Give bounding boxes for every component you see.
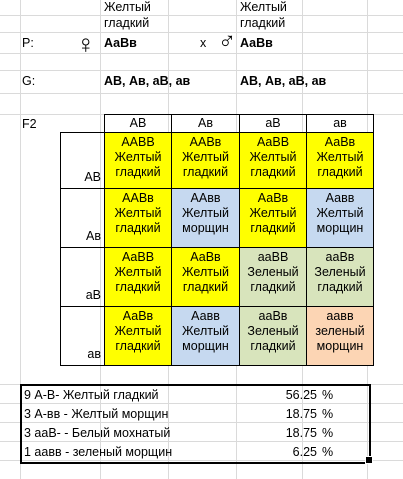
female-symbol-icon: ♀ xyxy=(76,29,96,59)
col-header[interactable]: аВ xyxy=(240,115,307,133)
female-phenotype-line1[interactable]: Желтый xyxy=(104,0,151,14)
cell-color: Желтый xyxy=(182,265,229,279)
cell-shape: гладкий xyxy=(250,339,296,353)
cell-genotype: АаВВ xyxy=(121,250,155,264)
punnett-cell[interactable] xyxy=(105,133,172,189)
male-phenotype-line2[interactable]: гладкий xyxy=(240,16,286,30)
punnett-corner xyxy=(61,115,105,133)
punnett-cell[interactable] xyxy=(307,133,374,189)
cell-shape: гладкий xyxy=(115,280,161,294)
ratio-unit: % xyxy=(322,426,334,440)
f2-label[interactable]: F2 xyxy=(22,117,37,131)
cell-genotype: АаВв xyxy=(190,250,221,264)
cell-shape: гладкий xyxy=(115,221,161,235)
cell-genotype: ааВв xyxy=(258,309,288,323)
row-header[interactable]: ав xyxy=(61,307,105,366)
cell-shape: гладкий xyxy=(182,165,229,179)
cell-color: Зеленый xyxy=(247,265,299,279)
female-phenotype-line2[interactable]: гладкий xyxy=(104,16,150,30)
cell-genotype: АаВв xyxy=(122,309,154,323)
ratio-label: 3 А-вв - Желтый морщин xyxy=(24,407,169,421)
cell-genotype: аавв xyxy=(326,309,354,323)
male-genotype[interactable]: АаВв xyxy=(240,36,273,50)
cell-shape: морщин xyxy=(182,221,229,235)
punnett-cell[interactable] xyxy=(307,189,374,248)
punnett-cell[interactable] xyxy=(105,248,172,307)
ratio-label: 1 аавв - зеленый морщин xyxy=(24,445,173,459)
row-header[interactable]: аВ xyxy=(61,248,105,307)
punnett-cell[interactable] xyxy=(240,307,307,366)
cell-color: Зеленый xyxy=(247,324,299,338)
male-symbol-icon: ♂ xyxy=(218,28,236,55)
punnett-cell[interactable] xyxy=(105,307,172,366)
cell-color: зеленый xyxy=(315,324,365,338)
punnett-cell[interactable] xyxy=(307,248,374,307)
cell-shape: гладкий xyxy=(115,339,161,353)
punnett-cell[interactable] xyxy=(172,133,240,189)
ratio-percent-value: 6.25 xyxy=(292,445,317,459)
ratio-percent-value: 18.75 xyxy=(285,407,317,421)
cell-genotype: АаВв xyxy=(324,135,356,149)
ratio-unit: % xyxy=(322,407,334,421)
cell-color: Желтый xyxy=(182,206,229,220)
male-phenotype-line1[interactable]: Желтый xyxy=(240,0,287,14)
punnett-cell[interactable] xyxy=(172,248,240,307)
ratio-summary xyxy=(20,384,371,464)
row-header[interactable]: АВ xyxy=(61,133,105,189)
punnett-square xyxy=(60,114,374,366)
cell-genotype: ААВв xyxy=(189,135,222,149)
cell-shape: морщин xyxy=(316,221,364,235)
cell-genotype: ааВв xyxy=(325,250,355,264)
punnett-cell[interactable] xyxy=(172,307,240,366)
cell-color: Желтый xyxy=(182,150,229,164)
ratio-label: 9 А-В- Желтый гладкий xyxy=(24,388,159,402)
cell-color: Желтый xyxy=(114,324,162,338)
ratio-unit: % xyxy=(322,388,334,402)
cross-sign[interactable]: х xyxy=(200,36,207,50)
ratio-percent-value: 18.75 xyxy=(285,426,317,440)
cell-genotype: ААвв xyxy=(190,191,221,205)
cell-shape: гладкий xyxy=(317,165,363,179)
cell-genotype: Аавв xyxy=(325,191,355,205)
cell-color: Желтый xyxy=(249,206,297,220)
ratio-row[interactable] xyxy=(22,443,369,462)
cell-genotype: ААВВ xyxy=(121,135,155,149)
g-label[interactable]: G: xyxy=(22,74,36,88)
col-header[interactable]: ав xyxy=(307,115,374,133)
female-gametes[interactable]: АВ, Ав, аВ, ав xyxy=(104,74,191,88)
cell-shape: морщин xyxy=(316,339,364,353)
ratio-label: 3 ааВ- - Белый мохнатый xyxy=(24,426,171,440)
cell-color: Желтый xyxy=(114,265,162,279)
cell-genotype: ААВв xyxy=(122,191,154,205)
male-gametes[interactable]: АВ, Ав, аВ, ав xyxy=(240,74,327,88)
punnett-cell[interactable] xyxy=(240,133,307,189)
cell-color: Зеленый xyxy=(314,265,366,279)
ratio-row[interactable] xyxy=(22,386,369,405)
punnett-cell[interactable] xyxy=(240,189,307,248)
cell-color: Желтый xyxy=(249,150,297,164)
female-genotype[interactable]: АаВв xyxy=(104,36,137,50)
col-header[interactable]: Ав xyxy=(172,115,240,133)
cell-color: Желтый xyxy=(316,206,364,220)
ratio-row[interactable] xyxy=(22,405,369,424)
ratio-row[interactable] xyxy=(22,424,369,443)
cell-shape: гладкий xyxy=(317,280,363,294)
punnett-cell[interactable] xyxy=(240,248,307,307)
cell-color: Желтый xyxy=(114,206,162,220)
cell-genotype: АаВв xyxy=(257,191,289,205)
ratio-unit: % xyxy=(322,445,334,459)
p-label[interactable]: P: xyxy=(22,36,34,50)
punnett-cell[interactable] xyxy=(172,189,240,248)
punnett-cell[interactable] xyxy=(105,189,172,248)
ratio-percent-value: 56.25 xyxy=(285,388,317,402)
cell-genotype: Аавв xyxy=(191,309,220,323)
cell-shape: гладкий xyxy=(250,221,296,235)
cell-genotype: ааВВ xyxy=(257,250,289,264)
cell-shape: морщин xyxy=(182,339,229,353)
row-header[interactable]: Ав xyxy=(61,189,105,248)
col-header[interactable]: АВ xyxy=(105,115,172,133)
cell-genotype: АаВВ xyxy=(256,135,290,149)
cell-color: Желтый xyxy=(114,150,162,164)
cell-color: Желтый xyxy=(182,324,229,338)
cell-shape: гладкий xyxy=(250,280,296,294)
punnett-cell[interactable] xyxy=(307,307,374,366)
cell-shape: гладкий xyxy=(250,165,296,179)
cell-shape: гладкий xyxy=(115,165,161,179)
cell-color: Желтый xyxy=(316,150,364,164)
cell-shape: гладкий xyxy=(182,280,229,294)
fill-handle[interactable] xyxy=(365,456,373,464)
